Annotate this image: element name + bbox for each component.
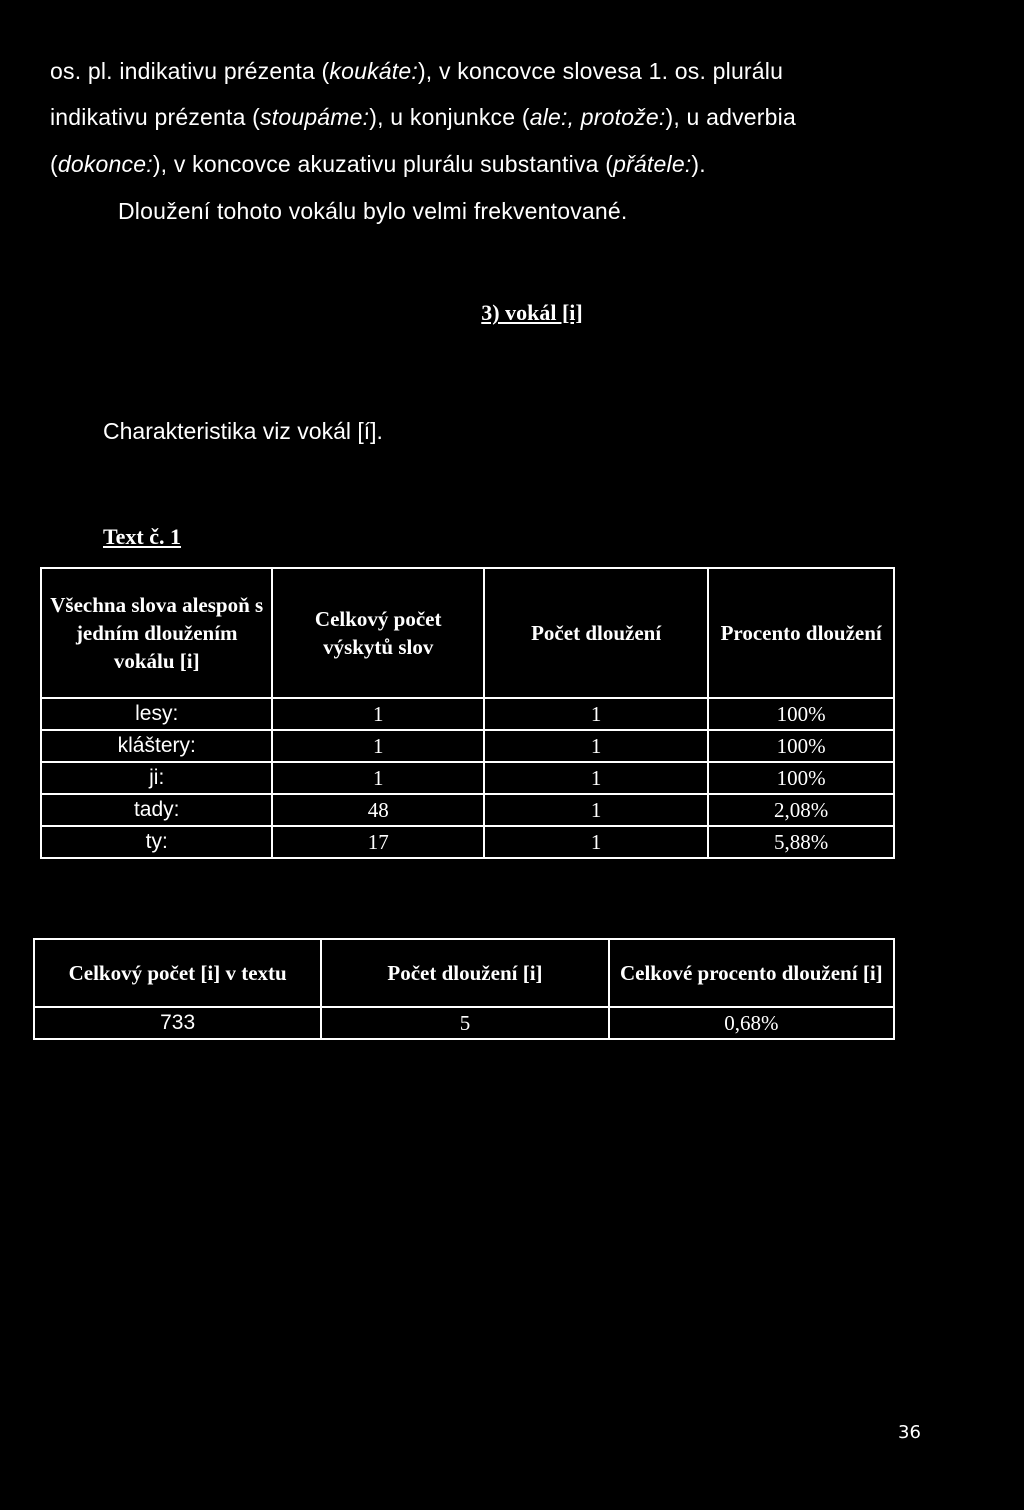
text-run: ( [50, 151, 58, 177]
count-cell: 48 [272, 794, 483, 826]
percent-cell: 100% [708, 762, 894, 794]
header-cell: Počet dloužení [484, 568, 708, 698]
percent-cell: 100% [708, 698, 894, 730]
table-header-row [41, 568, 894, 698]
header-cell: Procento dloužení [708, 568, 894, 698]
text-run: indikativu prézenta ( [50, 104, 261, 130]
text-run: Dloužení tohoto vokálu bylo velmi frekventované. [118, 198, 628, 224]
header-cell: Všechna slova alespoň s jedním dloužením vokálu [i] [41, 568, 272, 698]
header-cell: Počet dloužení [i] [321, 939, 608, 1007]
section-heading: 3) vokál [i] [481, 300, 583, 325]
lengthening-cell: 1 [484, 730, 708, 762]
text-run: ), u adverbia [665, 104, 796, 130]
total-lengthening-cell: 5 [321, 1007, 608, 1039]
table-row [41, 762, 894, 794]
vowel-table [40, 567, 895, 859]
text-label: Text č. 1 [103, 524, 182, 549]
text-run: ), v koncovce akuzativu plurálu substantiva ( [152, 151, 614, 177]
word-cell: lesy: [41, 698, 272, 730]
percent-cell: 5,88% [708, 826, 894, 858]
paragraph-line-2 [50, 104, 796, 131]
paragraph-line-1 [50, 58, 783, 85]
table-row [41, 794, 894, 826]
count-cell: 1 [272, 730, 483, 762]
word-cell: kláštery: [41, 730, 272, 762]
table-header-row [34, 939, 894, 1007]
text-run: ), v koncovce slovesa 1. os. plurálu [417, 58, 784, 84]
paragraph-line-4 [118, 198, 628, 225]
text-run: ), u konjunkce ( [369, 104, 530, 130]
header-cell: Celkové procento dloužení [i] [609, 939, 894, 1007]
text-run: os. pl. indikativu prézenta ( [50, 58, 330, 84]
percent-cell: 100% [708, 730, 894, 762]
header-cell: Celkový počet výskytů slov [272, 568, 483, 698]
count-cell: 1 [272, 698, 483, 730]
lengthening-cell: 1 [484, 794, 708, 826]
header-cell: Celkový počet [i] v textu [34, 939, 321, 1007]
lengthening-cell: 1 [484, 762, 708, 794]
lengthening-cell: 1 [484, 826, 708, 858]
word-cell: ji: [41, 762, 272, 794]
italic-example: přátele: [613, 151, 692, 177]
table-row [41, 730, 894, 762]
italic-example: ale:, protože: [529, 104, 666, 130]
page-number: 36 [898, 1422, 921, 1443]
summary-table [33, 938, 895, 1040]
table-row [41, 826, 894, 858]
total-percent-cell: 0,68% [609, 1007, 894, 1039]
lengthening-cell: 1 [484, 698, 708, 730]
word-cell: ty: [41, 826, 272, 858]
word-cell: tady: [41, 794, 272, 826]
characteristic-text: Charakteristika viz vokál [í]. [103, 418, 383, 444]
total-count-cell: 733 [34, 1007, 321, 1039]
text-run: ). [691, 151, 706, 177]
table-row [41, 698, 894, 730]
percent-cell: 2,08% [708, 794, 894, 826]
table-row [34, 1007, 894, 1039]
italic-example: koukáte: [329, 58, 418, 84]
italic-example: stoupáme: [260, 104, 370, 130]
count-cell: 17 [272, 826, 483, 858]
italic-example: dokonce: [57, 151, 153, 177]
count-cell: 1 [272, 762, 483, 794]
paragraph-line-3 [50, 151, 706, 178]
